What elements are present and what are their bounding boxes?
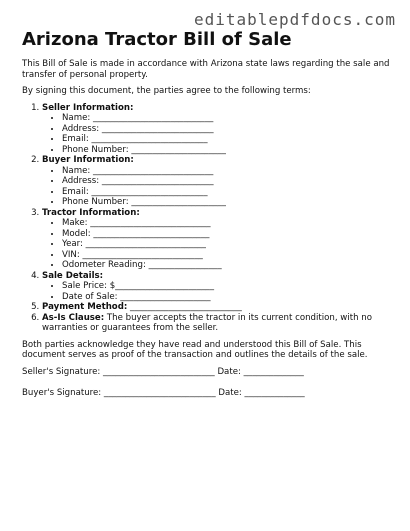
section-label: Tractor Information: bbox=[42, 207, 140, 218]
section-label: As-Is Clause: bbox=[42, 312, 105, 323]
tractor-make-field[interactable]: • Make: ____________________________ bbox=[62, 218, 394, 229]
sale-date-field[interactable]: • Date of Sale: _____________________ bbox=[62, 292, 394, 303]
section-label: Seller Information: bbox=[42, 102, 134, 113]
buyer-email-field[interactable]: • Email: ___________________________ bbox=[62, 187, 394, 198]
as-is-clause-text: The buyer accepts the tractor in its current condition, with no warranties or guarantees from the seller. bbox=[42, 312, 372, 333]
field-list bbox=[42, 166, 394, 208]
section-tractor bbox=[42, 208, 394, 271]
seller-name-field[interactable]: • Name: ____________________________ bbox=[62, 113, 394, 124]
payment-method-field[interactable]: __________________________ bbox=[127, 302, 242, 312]
tractor-model-field[interactable]: • Model: ___________________________ bbox=[62, 229, 394, 240]
buyer-address-field[interactable]: • Address: __________________________ bbox=[62, 176, 394, 187]
seller-email-field[interactable]: • Email: ___________________________ bbox=[62, 134, 394, 145]
agreement-paragraph: By signing this document, the parties agree to the following terms: bbox=[22, 86, 311, 96]
section-label: Sale Details: bbox=[42, 270, 104, 281]
tractor-vin-field[interactable]: • VIN: ____________________________ bbox=[62, 250, 394, 261]
section-label: Payment Method: bbox=[42, 302, 128, 312]
field-list bbox=[42, 218, 394, 271]
field-list bbox=[42, 113, 394, 155]
section-label: Buyer Information: bbox=[42, 155, 134, 165]
section-sale-details bbox=[42, 271, 394, 303]
sale-price-field[interactable]: • Sale Price: $_______________________ bbox=[62, 281, 394, 292]
seller-address-field[interactable]: • Address: __________________________ bbox=[62, 124, 394, 135]
field-list bbox=[42, 281, 394, 302]
closing-paragraph: Both parties acknowledge they have read and understood this Bill of Sale. This document serves as proof of the transaction and outlines the details of the sale. bbox=[22, 339, 368, 360]
tractor-odometer-field[interactable]: • Odometer Reading: _________________ bbox=[62, 260, 394, 271]
intro-paragraph: This Bill of Sale is made in accordance with Arizona state laws regarding the sale and transfer of personal property. bbox=[22, 59, 390, 80]
seller-phone-field[interactable]: • Phone Number: ______________________ bbox=[62, 145, 394, 156]
section-seller bbox=[42, 103, 394, 156]
section-buyer bbox=[42, 155, 394, 208]
seller-signature-line[interactable]: Seller's Signature: __________________________ Date: ______________ bbox=[22, 366, 304, 377]
section-as-is-clause bbox=[42, 313, 394, 334]
signature-block bbox=[22, 367, 394, 399]
tractor-year-field[interactable]: • Year: ____________________________ bbox=[62, 239, 394, 250]
page-title: Arizona Tractor Bill of Sale bbox=[22, 29, 292, 50]
buyer-name-field[interactable]: • Name: ____________________________ bbox=[62, 166, 394, 177]
buyer-phone-field[interactable]: • Phone Number: ______________________ bbox=[62, 197, 394, 208]
document-body bbox=[22, 59, 394, 410]
buyer-signature-line[interactable]: Buyer's Signature: __________________________ Date: ______________ bbox=[22, 388, 305, 398]
watermark: editablepdfdocs.com bbox=[193, 10, 396, 29]
terms-list bbox=[22, 103, 394, 334]
section-payment-method bbox=[42, 302, 394, 313]
